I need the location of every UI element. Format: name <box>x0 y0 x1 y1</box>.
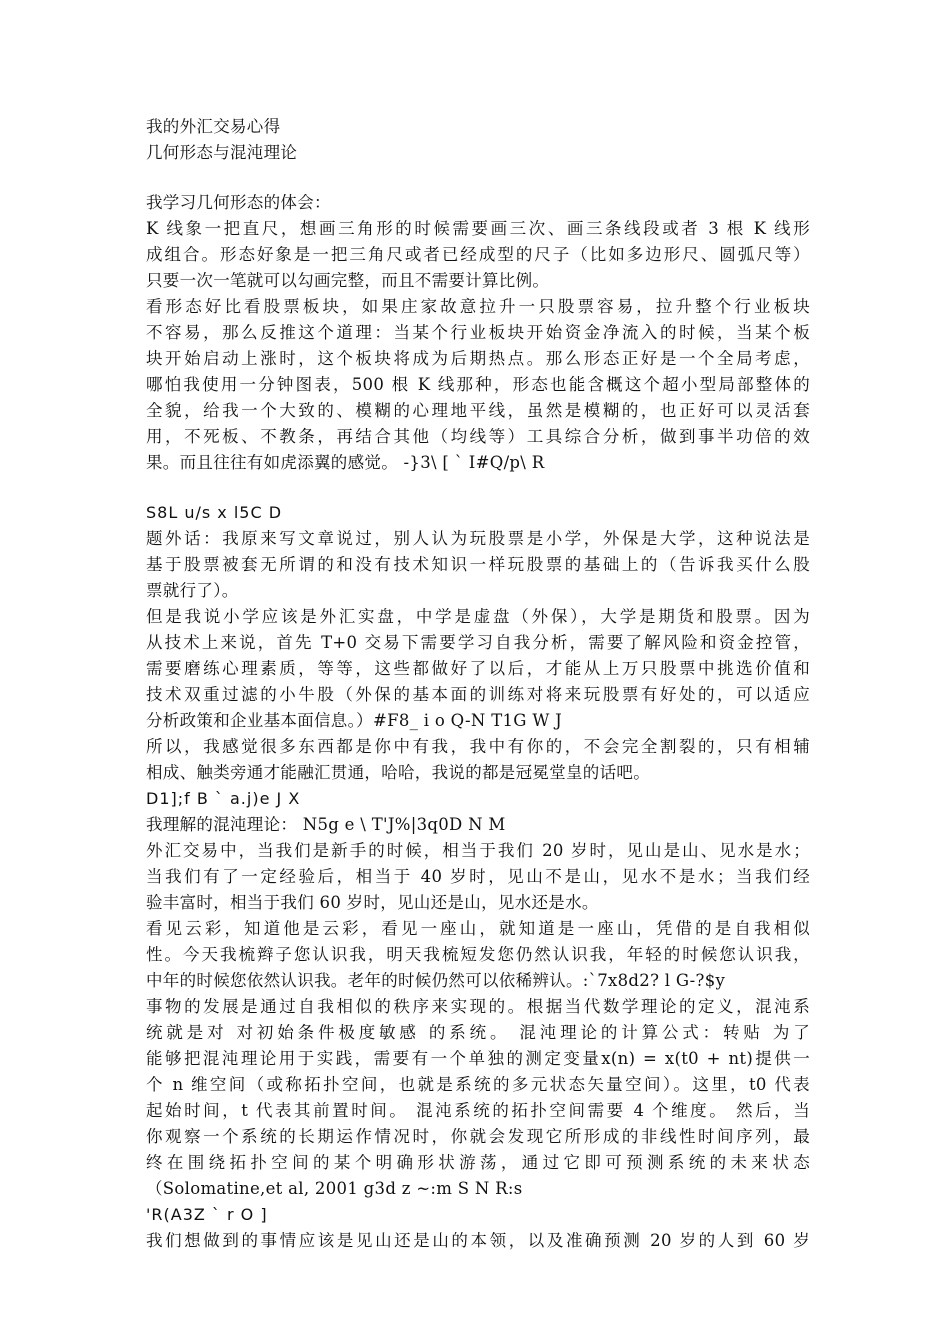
text-line: 看见云彩，知道他是云彩，看见一座山，就知道是一座山，凭借的是自我相似 <box>146 919 810 938</box>
text-line: 统就是对 对初始条件极度敏感 的系统。 混沌理论的计算公式：转贴 为了 <box>146 1023 810 1042</box>
document-body <box>146 114 810 1254</box>
text-line: 基于股票被套无所谓的和没有技术知识一样玩股票的基础上的（告诉我买什么股 <box>146 555 810 574</box>
text-line: 用，不死板、不教条，再结合其他（均线等）工具综合分析，做到事半功倍的效 <box>146 427 810 446</box>
text-line: 块开始启动上涨时，这个板块将成为后期热点。那么形态正好是一个全局考虑， <box>146 349 810 368</box>
text-line: 从技术上来说，首先 T+0 交易下需要学习自我分析，需要了解风险和资金控管， <box>146 633 810 652</box>
text-line: 成组合。形态好象是一把三角尺或者已经成型的尺子（比如多边形尺、圆弧尺等） <box>146 245 810 264</box>
text-line: 题外话：我原来写文章说过，别人认为玩股票是小学，外保是大学，这种说法是 <box>146 529 810 548</box>
text-line: 哪怕我使用一分钟图表，500 根 K 线那种，形态也能含概这个超小型局部整体的 <box>146 375 810 394</box>
text-line: 当我们有了一定经验后，相当于 40 岁时，见山不是山，见水不是水；当我们经 <box>146 867 810 886</box>
text-line: 技术双重过滤的小牛股（外保的基本面的训练对将来玩股票有好处的，可以适应 <box>146 685 810 704</box>
text-line: 但是我说小学应该是外汇实盘，中学是虚盘（外保），大学是期货和股票。因为 <box>146 607 810 626</box>
text-line: 性。今天我梳辫子您认识我，明天我梳短发您仍然认识我，年轻的时候您认识我， <box>146 945 810 964</box>
text-line: 所以，我感觉很多东西都是你中有我，我中有你的，不会完全割裂的，只有相辅 <box>146 737 810 756</box>
text-line: 我学习几何形态的体会： <box>146 193 331 212</box>
text-line: 看形态好比看股票板块，如果庄家故意拉升一只股票容易，拉升整个行业板块 <box>146 297 810 316</box>
text-line: S8L u/s x l5C D <box>146 503 283 522</box>
text-line: 相成、触类旁通才能融汇贯通，哈哈，我说的都是冠冕堂皇的话吧。 <box>146 763 650 782</box>
text-line: 我们想做到的事情应该是见山还是山的本领，以及准确预测 20 岁的人到 60 岁 <box>146 1231 810 1250</box>
text-line: 票就行了）。 <box>146 581 239 600</box>
text-line: 终在围绕拓扑空间的某个明确形状游荡，通过它即可预测系统的未来状态 <box>146 1153 810 1172</box>
text-line: 你观察一个系统的长期运作情况时，你就会发现它所形成的非线性时间序列，最 <box>146 1127 810 1146</box>
text-line: D1];f B ` a.j)e J X <box>146 789 301 808</box>
text-line: 外汇交易中，当我们是新手的时候，相当于我们 20 岁时，见山是山、见水是水； <box>146 841 810 860</box>
blank-line <box>146 476 810 500</box>
text-line: 'R(A3Z ` r O ] <box>146 1205 268 1224</box>
text-line: 分析政策和企业基本面信息。）#F8_ i o Q-N T1G W J <box>146 711 563 730</box>
text-line: 我理解的混沌理论： N5g e \ T'J%|3q0D N M <box>146 815 506 834</box>
text-line: 中年的时候您依然认识我。老年的时候仍然可以依稀辨认。:`7x8d2? l G-?$y <box>146 971 726 990</box>
blank-line <box>146 166 810 190</box>
text-line: （Solomatine,et al, 2001 g3d z ~:m S N R:s <box>146 1179 523 1198</box>
text-line: 几何形态与混沌理论 <box>146 143 298 162</box>
text-line: 全貌，给我一个大致的、模糊的心理地平线，虽然是模糊的，也正好可以灵活套 <box>146 401 810 420</box>
text-line: 只要一次一笔就可以勾画完整，而且不需要计算比例。 <box>146 271 550 290</box>
text-line: 能够把混沌理论用于实践，需要有一个单独的测定变量x(n) = x(t0 + nt)提供一 <box>146 1049 810 1068</box>
text-line: 需要磨练心理素质，等等，这些都做好了以后，才能从上万只股票中挑选价值和 <box>146 659 810 678</box>
text-line: 验丰富时，相当于我们 60 岁时，见山还是山，见水还是水。 <box>146 893 599 912</box>
text-line: 果。而且往往有如虎添翼的感觉。 -}3\ [ ` I#Q/p\ R <box>146 453 545 472</box>
text-line: 个 n 维空间（或称拓扑空间，也就是系统的多元状态矢量空间）。这里，t0 代表 <box>146 1075 810 1094</box>
text-line: K 线象一把直尺，想画三角形的时候需要画三次、画三条线段或者 3 根 K 线形 <box>146 219 810 238</box>
text-line: 起始时间，t 代表其前置时间。 混沌系统的拓扑空间需要 4 个维度。 然后，当 <box>146 1101 810 1120</box>
text-line: 事物的发展是通过自我相似的秩序来实现的。根据当代数学理论的定义，混沌系 <box>146 997 810 1016</box>
text-line: 我的外汇交易心得 <box>146 117 281 136</box>
text-line: 不容易，那么反推这个道理：当某个行业板块开始资金净流入的时候，当某个板 <box>146 323 810 342</box>
